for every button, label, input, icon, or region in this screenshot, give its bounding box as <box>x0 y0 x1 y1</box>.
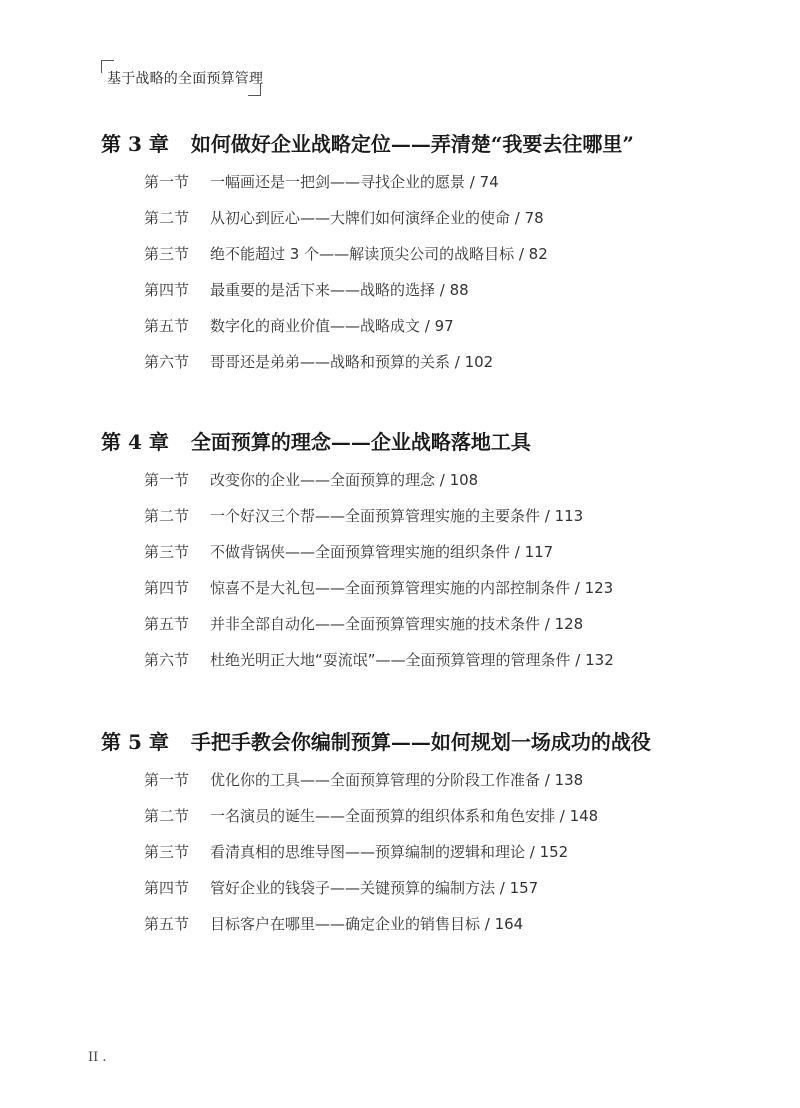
section-title: 杜绝光明正大地“耍流氓”——全面预算管理的管理条件 / 132 <box>210 651 614 669</box>
toc-entry[interactable] <box>101 344 634 380</box>
chapter-number: 第 5 章 <box>101 730 169 754</box>
section-label: 第一节 <box>144 173 190 191</box>
toc-entry[interactable] <box>101 534 614 570</box>
toc-entry[interactable] <box>101 272 634 308</box>
section-title: 并非全部自动化——全面预算管理实施的技术条件 / 128 <box>210 615 584 633</box>
section-label: 第六节 <box>144 651 190 669</box>
section-label: 第五节 <box>144 317 190 335</box>
page-number: II . <box>88 1050 107 1065</box>
toc-entry[interactable] <box>101 870 651 906</box>
toc-entry[interactable] <box>101 834 651 870</box>
section-title: 看清真相的思维导图——预算编制的逻辑和理论 / 152 <box>210 843 569 861</box>
chapter-5 <box>101 727 651 942</box>
toc-entry[interactable] <box>101 606 614 642</box>
section-title: 数字化的商业价值——战略成文 / 97 <box>210 317 454 335</box>
section-title: 不做背锅侠——全面预算管理实施的组织条件 / 117 <box>210 543 554 561</box>
section-label: 第五节 <box>144 915 190 933</box>
chapter-4 <box>101 427 614 678</box>
toc-entry[interactable] <box>101 236 634 272</box>
section-label: 第二节 <box>144 209 190 227</box>
chapter-number: 第 3 章 <box>101 132 169 156</box>
section-label: 第三节 <box>144 543 190 561</box>
section-title: 一幅画还是一把剑——寻找企业的愿景 / 74 <box>210 173 499 191</box>
section-label: 第三节 <box>144 843 190 861</box>
section-title: 管好企业的钱袋子——关键预算的编制方法 / 157 <box>210 879 539 897</box>
chapter-title[interactable] <box>101 727 651 757</box>
section-title: 从初心到匠心——大牌们如何演绎企业的使命 / 78 <box>210 209 544 227</box>
section-label: 第六节 <box>144 353 190 371</box>
section-label: 第四节 <box>144 281 190 299</box>
section-label: 第三节 <box>144 245 190 263</box>
header-corner-bottom-right <box>248 83 261 96</box>
chapter-3 <box>101 129 634 380</box>
chapter-title[interactable] <box>101 129 634 159</box>
section-title: 优化你的工具——全面预算管理的分阶段工作准备 / 138 <box>210 771 584 789</box>
toc-entry[interactable] <box>101 462 614 498</box>
chapter-heading: 如何做好企业战略定位——弄清楚“我要去往哪里” <box>190 132 634 156</box>
chapter-title[interactable] <box>101 427 614 457</box>
toc-entry[interactable] <box>101 906 651 942</box>
toc-entry[interactable] <box>101 200 634 236</box>
chapter-heading: 手把手教会你编制预算——如何规划一场成功的战役 <box>190 730 651 754</box>
section-title: 一个好汉三个帮——全面预算管理实施的主要条件 / 113 <box>210 507 584 525</box>
section-title: 最重要的是活下来——战略的选择 / 88 <box>210 281 469 299</box>
section-title: 哥哥还是弟弟——战略和预算的关系 / 102 <box>210 353 494 371</box>
running-header <box>101 60 264 96</box>
section-label: 第二节 <box>144 507 190 525</box>
toc-entry[interactable] <box>101 308 634 344</box>
section-title: 改变你的企业——全面预算的理念 / 108 <box>210 471 479 489</box>
section-label: 第五节 <box>144 615 190 633</box>
section-label: 第四节 <box>144 579 190 597</box>
chapter-number: 第 4 章 <box>101 430 169 454</box>
book-title: 基于战略的全面预算管理 <box>107 71 264 87</box>
toc-entry[interactable] <box>101 498 614 534</box>
section-label: 第四节 <box>144 879 190 897</box>
chapter-heading: 全面预算的理念——企业战略落地工具 <box>190 430 531 454</box>
toc-entry[interactable] <box>101 570 614 606</box>
section-label: 第一节 <box>144 771 190 789</box>
toc-entry[interactable] <box>101 762 651 798</box>
toc-entry[interactable] <box>101 798 651 834</box>
section-title: 目标客户在哪里——确定企业的销售目标 / 164 <box>210 915 524 933</box>
section-title: 惊喜不是大礼包——全面预算管理实施的内部控制条件 / 123 <box>210 579 614 597</box>
section-title: 绝不能超过 3 个——解读顶尖公司的战略目标 / 82 <box>210 245 548 263</box>
section-label: 第一节 <box>144 471 190 489</box>
section-label: 第二节 <box>144 807 190 825</box>
toc-entry[interactable] <box>101 164 634 200</box>
section-title: 一名演员的诞生——全面预算的组织体系和角色安排 / 148 <box>210 807 599 825</box>
toc-entry[interactable] <box>101 642 614 678</box>
